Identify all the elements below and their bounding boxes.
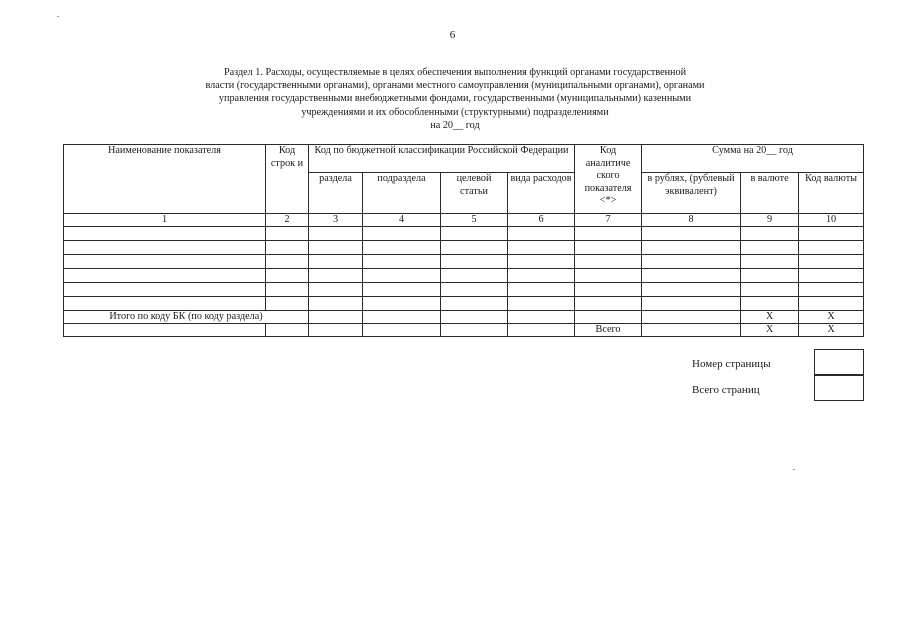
- table-row: [64, 269, 864, 283]
- column-number: 2: [266, 214, 309, 227]
- header-section: раздела: [309, 173, 363, 214]
- cell[interactable]: [741, 227, 799, 241]
- cell[interactable]: [363, 255, 441, 269]
- cell[interactable]: [64, 297, 266, 311]
- total-bk-label: Итого по коду БК (по коду раздела): [64, 311, 309, 324]
- cell[interactable]: [441, 311, 508, 324]
- header-line-code: Код строк и: [266, 145, 309, 214]
- scan-speck: [793, 469, 795, 470]
- cell[interactable]: [266, 283, 309, 297]
- cell[interactable]: [508, 241, 575, 255]
- header-analytic-code: Код аналитиче ского показателя <*>: [575, 145, 642, 214]
- table-row: [64, 255, 864, 269]
- title-line: Раздел 1. Расходы, осуществляемые в целях обеспечения выполнения функций органами государственной: [223, 67, 687, 78]
- cell[interactable]: [363, 241, 441, 255]
- x-mark: Х: [799, 324, 864, 337]
- total-all-row: [64, 324, 864, 337]
- cell[interactable]: [799, 283, 864, 297]
- cell[interactable]: [64, 227, 266, 241]
- title-line: учреждениями и их обособленными (структурными) подразделениями: [301, 106, 609, 118]
- cell[interactable]: [575, 241, 642, 255]
- total-pages-label: Всего страниц: [692, 384, 760, 396]
- cell[interactable]: [575, 269, 642, 283]
- cell[interactable]: [441, 241, 508, 255]
- cell[interactable]: [741, 241, 799, 255]
- cell[interactable]: [64, 269, 266, 283]
- cell[interactable]: [266, 255, 309, 269]
- column-number: 5: [441, 214, 508, 227]
- header-subsection: подраздела: [363, 173, 441, 214]
- cell[interactable]: [363, 269, 441, 283]
- cell[interactable]: [441, 283, 508, 297]
- column-number: 9: [741, 214, 799, 227]
- header-currency: в валюте: [741, 173, 799, 214]
- cell[interactable]: [64, 241, 266, 255]
- cell[interactable]: [508, 311, 575, 324]
- cell[interactable]: [642, 311, 741, 324]
- table-row: [64, 283, 864, 297]
- x-mark: Х: [741, 324, 799, 337]
- cell[interactable]: [441, 255, 508, 269]
- cell[interactable]: [441, 324, 508, 337]
- cell[interactable]: [266, 269, 309, 283]
- title-line: власти (государственными органами), органами местного самоуправления (муниципальными органами), органами: [205, 80, 705, 92]
- header-name: Наименование показателя: [64, 145, 266, 214]
- cell[interactable]: [309, 283, 363, 297]
- cell[interactable]: [575, 283, 642, 297]
- cell[interactable]: [266, 241, 309, 255]
- cell[interactable]: [309, 311, 363, 324]
- cell[interactable]: [309, 324, 363, 337]
- cell[interactable]: [309, 227, 363, 241]
- cell[interactable]: [642, 255, 741, 269]
- table-row: [64, 297, 864, 311]
- cell[interactable]: [741, 255, 799, 269]
- cell[interactable]: [441, 269, 508, 283]
- cell[interactable]: [741, 283, 799, 297]
- cell[interactable]: [575, 227, 642, 241]
- column-numbers-row: [64, 214, 864, 227]
- cell[interactable]: [642, 227, 741, 241]
- cell[interactable]: [309, 297, 363, 311]
- cell[interactable]: [363, 324, 441, 337]
- cell[interactable]: [799, 241, 864, 255]
- cell[interactable]: [508, 283, 575, 297]
- title-line: на 20__ год: [430, 119, 480, 131]
- cell[interactable]: [508, 324, 575, 337]
- cell[interactable]: [309, 255, 363, 269]
- section-title: [150, 66, 760, 132]
- page-number-label: Номер страницы: [692, 358, 771, 370]
- column-number: 7: [575, 214, 642, 227]
- cell[interactable]: [309, 241, 363, 255]
- total-all-label: Всего: [575, 324, 642, 337]
- header-currency-code: Код валюты: [799, 173, 864, 214]
- cell[interactable]: [508, 255, 575, 269]
- cell[interactable]: [266, 227, 309, 241]
- cell[interactable]: [363, 227, 441, 241]
- column-number: 3: [309, 214, 363, 227]
- cell[interactable]: [363, 283, 441, 297]
- cell[interactable]: [363, 297, 441, 311]
- cell[interactable]: [363, 311, 441, 324]
- cell[interactable]: [799, 269, 864, 283]
- x-mark: Х: [799, 311, 864, 324]
- header-bk-code: Код по бюджетной классификации Российской Федерации: [309, 145, 575, 173]
- header-target-item: целевой статьи: [441, 173, 508, 214]
- header-sum: Сумма на 20__ год: [642, 145, 864, 173]
- column-number: 4: [363, 214, 441, 227]
- cell[interactable]: [441, 227, 508, 241]
- cell[interactable]: [508, 269, 575, 283]
- page-number-box[interactable]: [814, 349, 864, 375]
- cell[interactable]: [266, 324, 309, 337]
- x-mark: Х: [741, 311, 799, 324]
- cell[interactable]: [575, 311, 642, 324]
- header-expense-type: вида расходов: [508, 173, 575, 214]
- table-row: [64, 227, 864, 241]
- cell[interactable]: [64, 283, 266, 297]
- title-line: управления государственными внебюджетными фондами, государственными (муниципальными) казенными: [218, 93, 692, 105]
- cell[interactable]: [266, 297, 309, 311]
- page-number: 6: [449, 29, 456, 41]
- column-number: 6: [508, 214, 575, 227]
- cell[interactable]: [309, 269, 363, 283]
- cell[interactable]: [741, 297, 799, 311]
- cell[interactable]: [64, 324, 266, 337]
- cell[interactable]: [642, 283, 741, 297]
- cell[interactable]: [575, 297, 642, 311]
- cell[interactable]: [741, 269, 799, 283]
- total-bk-row: [64, 311, 864, 324]
- cell[interactable]: [799, 297, 864, 311]
- total-pages-box[interactable]: [814, 375, 864, 401]
- cell[interactable]: [575, 255, 642, 269]
- cell[interactable]: [642, 241, 741, 255]
- cell[interactable]: [642, 324, 741, 337]
- header-rubles: в рублях, (рублевый эквивалент): [642, 173, 741, 214]
- cell[interactable]: [642, 269, 741, 283]
- cell[interactable]: [508, 227, 575, 241]
- column-number: 8: [642, 214, 741, 227]
- expenses-table: [63, 144, 864, 337]
- column-number: 10: [799, 214, 864, 227]
- cell[interactable]: [441, 297, 508, 311]
- scan-speck: [57, 16, 59, 17]
- cell[interactable]: [642, 297, 741, 311]
- cell[interactable]: [799, 227, 864, 241]
- column-number: 1: [64, 214, 266, 227]
- cell[interactable]: [64, 255, 266, 269]
- table-row: [64, 241, 864, 255]
- cell[interactable]: [799, 255, 864, 269]
- cell[interactable]: [508, 297, 575, 311]
